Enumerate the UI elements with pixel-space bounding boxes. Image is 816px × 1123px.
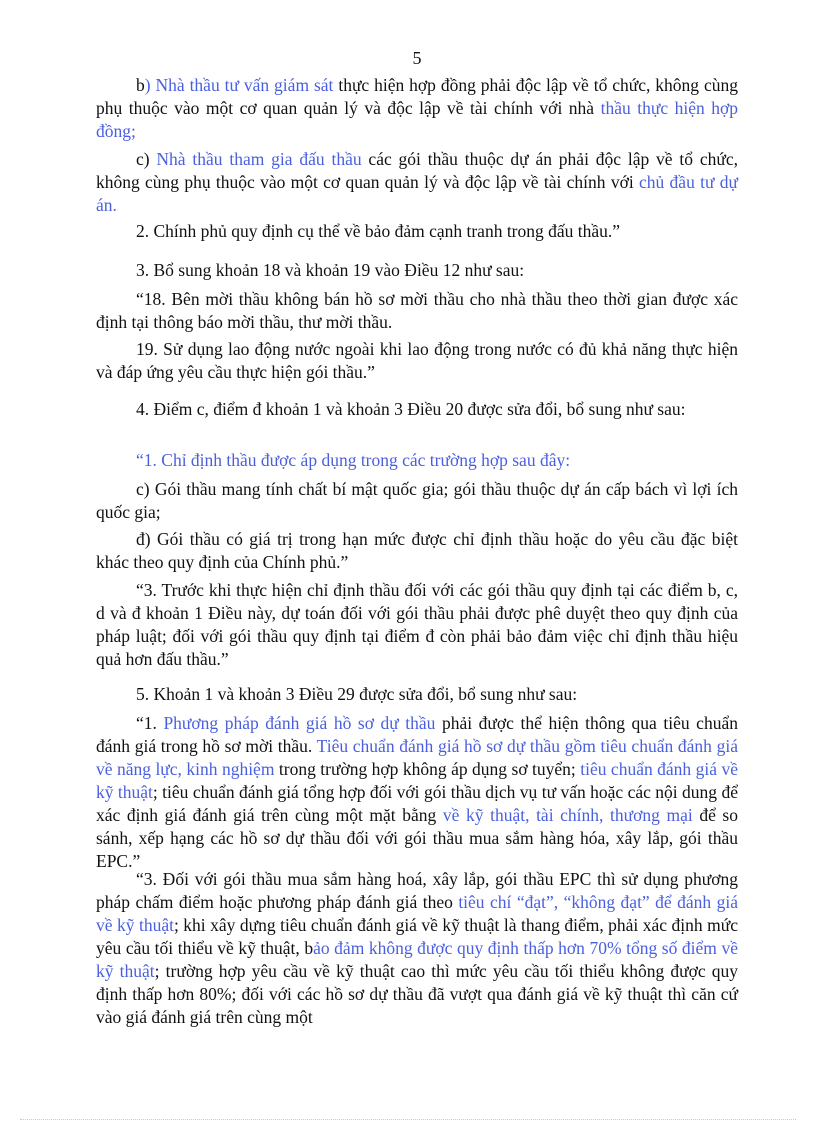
paragraph-5-article-29: 5. Khoản 1 và khoản 3 Điều 29 được sửa đổi, bổ sung như sau:	[136, 684, 578, 704]
paragraph-d-package-value: đ) Gói thầu có giá trị trong hạn mức được chỉ định thầu hoặc do yêu cầu đặc biệt khác theo quy định của Chính phủ.”	[96, 529, 738, 572]
paragraph-4-article-20: 4. Điểm c, điểm đ khoản 1 và khoản 3 Điều 20 được sửa đổi, bổ sung như sau:	[136, 399, 686, 419]
paragraph-c-state-secret: c) Gói thầu mang tính chất bí mật quốc gia; gói thầu thuộc dự án cấp bách vì lợi ích quốc gia;	[96, 479, 738, 522]
highlighted-text: tiêu chí “đạt”, “không đạt” để đánh giá về kỹ thuật	[96, 892, 738, 935]
paragraph-item-18: “18. Bên mời thầu không bán hồ sơ mời thầu cho nhà thầu theo thời gian được xác định tại thông báo mời thầu, thư mời thầu.	[96, 289, 738, 332]
paragraph-3-goods-procurement: “3. Đối với gói thầu mua sắm hàng hoá, xây lắp, gói thầu EPC thì sử dụng phương pháp chấm điểm hoặc phương pháp đánh giá theo tiêu chí “đạt”, “không đạt” để đánh giá về kỹ thuật; khi xây dựng tiêu chuẩn đánh giá về kỹ thuật là thang điểm, phải xác định mức yêu cầu tối thiểu về kỹ thuật, bảo đảm không được quy định thấp hơn 70% tổng số điểm về kỹ thuật; trường hợp yêu cầu về kỹ thuật cao thì mức yêu cầu tối thiểu không được quy định thấp hơn 80%; đối với các hồ sơ dự thầu đã vượt qua đánh giá về kỹ thuật thì căn cứ vào giá đánh giá trên cùng một	[96, 869, 738, 1027]
highlighted-text: “1. Chỉ định thầu được áp dụng trong các trường hợp sau đây:	[136, 450, 571, 470]
paragraph-b-supervision-consultant: b) Nhà thầu tư vấn giám sát thực hiện hợp đồng phải độc lập về tổ chức, không cùng phụ thuộc vào một cơ quan quản lý và độc lập về tài chính với nhà thầu thực hiện hợp đồng;	[96, 75, 738, 141]
paragraph-3-supplement-article-12: 3. Bổ sung khoản 18 và khoản 19 vào Điều 12 như sau:	[136, 260, 525, 280]
highlighted-text: về kỹ thuật, tài chính, thương mại	[442, 805, 693, 825]
paragraph-c-bidding-contractor: c) Nhà thầu tham gia đấu thầu các gói thầu thuộc dự án phải độc lập về tổ chức, không cùng phụ thuộc vào một cơ quan quản lý và độc lập về tài chính với chủ đầu tư dự án.	[96, 149, 738, 215]
paragraph-3-before-designation: “3. Trước khi thực hiện chỉ định thầu đối với các gói thầu quy định tại các điểm b, c, d và đ khoản 1 Điều này, dự toán đối với gói thầu phải được phê duyệt theo quy định của pháp luật; đối với gói thầu quy định tại điểm đ còn phải bảo đảm việc chỉ định thầu hiệu quả hơn đấu thầu.”	[96, 580, 738, 669]
paragraph-item-19: 19. Sử dụng lao động nước ngoài khi lao động trong nước có đủ khả năng thực hiện và đáp ứng yêu cầu thực hiện gói thầu.”	[96, 339, 738, 382]
page-bottom-divider	[20, 1119, 796, 1120]
paragraph-1-evaluation-method: “1. Phương pháp đánh giá hồ sơ dự thầu phải được thể hiện thông qua tiêu chuẩn đánh giá trong hồ sơ mời thầu. Tiêu chuẩn đánh giá hồ sơ dự thầu gồm tiêu chuẩn đánh giá về năng lực, kinh nghiệm trong trường hợp không áp dụng sơ tuyển; tiêu chuẩn đánh giá về kỹ thuật; tiêu chuẩn đánh giá tổng hợp đối với gói thầu dịch vụ tư vấn hoặc các nội dung để xác định giá đánh giá trên cùng một mặt bằng về kỹ thuật, tài chính, thương mại để so sánh, xếp hạng các hồ sơ dự thầu đối với gói thầu mua sắm hàng hóa, xây lắp, gói thầu EPC.”	[96, 713, 738, 871]
highlighted-text: ảo đảm không được quy định thấp hơn 70% tổng số điểm về kỹ thuật	[96, 938, 738, 981]
highlighted-text: Tiêu chuẩn đánh giá hồ sơ dự thầu gồm tiêu chuẩn đánh giá về năng lực, kinh nghiệm	[96, 736, 738, 779]
highlighted-text: Phương pháp đánh giá hồ sơ dự thầu	[163, 713, 436, 733]
paragraph-designated-bidding	[96, 449, 738, 472]
highlighted-text: chủ đầu tư dự án.	[96, 172, 738, 215]
highlighted-text: thầu thực hiện hợp đồng;	[96, 98, 738, 141]
highlighted-text: ) Nhà thầu tư vấn giám sát	[144, 75, 334, 95]
highlighted-text: tiêu chuẩn đánh giá về kỹ thuật	[96, 759, 738, 802]
paragraph-government-regulation: 2. Chính phủ quy định cụ thể về bảo đảm cạnh tranh trong đấu thầu.”	[136, 221, 621, 241]
highlighted-text: Nhà thầu tham gia đấu thầu	[156, 149, 362, 169]
page-number: 5	[412, 48, 422, 68]
